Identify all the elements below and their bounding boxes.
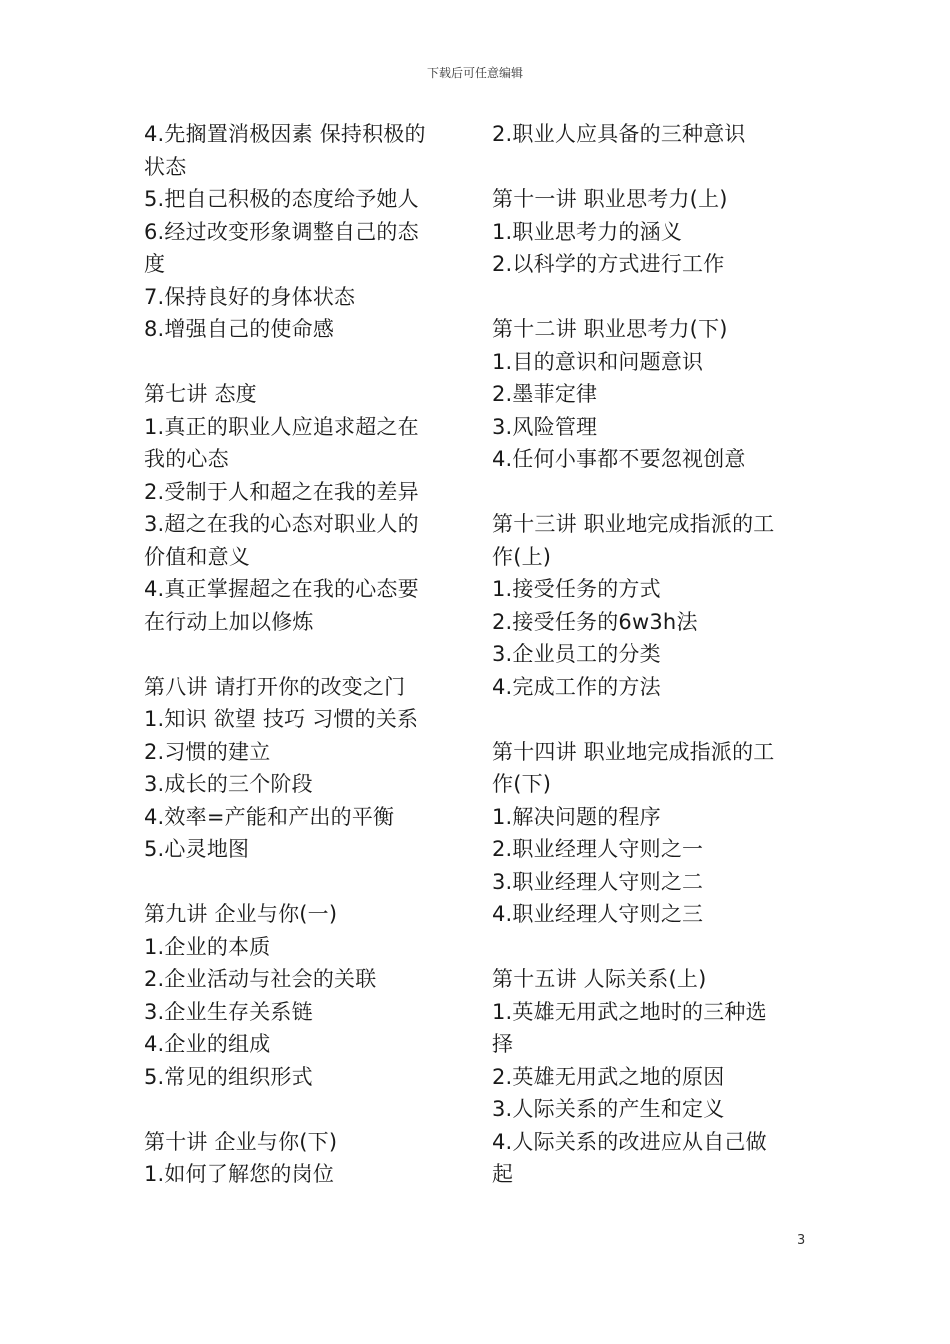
- text-line: 1.如何了解您的岗位: [144, 1162, 335, 1186]
- text-line: 3.成长的三个阶段: [144, 772, 313, 796]
- text-line: 4.先搁置消极因素 保持积极的: [144, 122, 426, 146]
- text-line: 1.解决问题的程序: [492, 804, 661, 829]
- blank-line: [144, 346, 464, 379]
- text-line: 度: [144, 252, 166, 276]
- text-line: 2.习惯的建立: [144, 739, 271, 764]
- page-number: 3: [797, 1233, 806, 1248]
- text-line: 在行动上加以修炼: [144, 609, 314, 634]
- text-line: 2.职业人应具备的三种意识: [492, 122, 746, 146]
- text-line: 5.常见的组织形式: [144, 1064, 313, 1089]
- lecture-heading: 第八讲 请打开你的改变之门: [144, 674, 406, 699]
- text-line: 1.目的意识和问题意识: [492, 349, 704, 374]
- lecture-heading: 第七讲 态度: [144, 382, 257, 406]
- text-line: 起: [492, 1162, 514, 1186]
- text-line: 作(下): [492, 772, 552, 796]
- text-line: 1.企业的本质: [144, 934, 271, 959]
- text-line: 3.职业经理人守则之二: [492, 869, 704, 894]
- text-line: 4.任何小事都不要忽视创意: [492, 447, 746, 471]
- text-line: 2.墨菲定律: [492, 382, 598, 406]
- text-line: 4.完成工作的方法: [492, 674, 661, 699]
- text-line: 6.经过改变形象调整自己的态: [144, 219, 419, 244]
- blank-line: [492, 151, 812, 184]
- lecture-heading: 第十一讲 职业思考力(上): [492, 187, 728, 211]
- text-line: 3.风险管理: [492, 414, 598, 439]
- lecture-heading: 第十二讲 职业思考力(下): [492, 317, 728, 341]
- text-line: 我的心态: [144, 447, 229, 471]
- lecture-heading: 第十五讲 人际关系(上): [492, 967, 707, 991]
- text-line: 2.英雄无用武之地的原因: [492, 1064, 725, 1089]
- text-line: 4.人际关系的改进应从自己做: [492, 1129, 767, 1154]
- text-line: 择: [492, 1032, 514, 1056]
- text-line: 2.职业经理人守则之一: [492, 837, 704, 861]
- blank-line: [144, 638, 464, 671]
- text-line: 1.接受任务的方式: [492, 577, 661, 601]
- blank-line: [492, 703, 812, 736]
- text-line: 4.效率=产能和产出的平衡: [144, 804, 395, 829]
- right-column: [492, 118, 812, 1191]
- lecture-heading: 第十讲 企业与你(下): [144, 1129, 338, 1154]
- text-line: 2.企业活动与社会的关联: [144, 967, 377, 991]
- text-line: 3.企业员工的分类: [492, 642, 661, 666]
- text-line: 4.真正掌握超之在我的心态要: [144, 577, 419, 601]
- text-line: 2.接受任务的6w3h法: [492, 609, 698, 634]
- text-line: 1.职业思考力的涵义: [492, 219, 683, 244]
- text-line: 状态: [144, 154, 187, 179]
- text-line: 5.把自己积极的态度给予她人: [144, 187, 419, 211]
- text-line: 1.英雄无用武之地时的三种选: [492, 999, 767, 1024]
- lecture-heading: 第九讲 企业与你(一): [144, 902, 338, 926]
- blank-line: [144, 1093, 464, 1126]
- blank-line: [492, 931, 812, 964]
- text-line: 4.企业的组成: [144, 1032, 271, 1056]
- text-line: 2.以科学的方式进行工作: [492, 252, 725, 276]
- text-line: 价值和意义: [144, 544, 250, 569]
- text-line: 1.知识 欲望 技巧 习惯的关系: [144, 707, 419, 731]
- text-line: 作(上): [492, 544, 552, 569]
- text-line: 2.受制于人和超之在我的差异: [144, 479, 419, 504]
- left-column: [144, 118, 464, 1191]
- text-line: 5.心灵地图: [144, 837, 250, 861]
- blank-line: [492, 476, 812, 509]
- text-line: 3.人际关系的产生和定义: [492, 1097, 725, 1121]
- blank-line: [492, 281, 812, 314]
- page-header: 下载后可任意编辑: [426, 66, 523, 80]
- text-line: 3.企业生存关系链: [144, 999, 313, 1024]
- text-line: 8.增强自己的使命感: [144, 317, 335, 341]
- text-line: 1.真正的职业人应追求超之在: [144, 414, 419, 439]
- lecture-heading: 第十三讲 职业地完成指派的工: [492, 512, 775, 536]
- text-line: 4.职业经理人守则之三: [492, 902, 704, 926]
- lecture-heading: 第十四讲 职业地完成指派的工: [492, 739, 775, 764]
- text-line: 3.超之在我的心态对职业人的: [144, 512, 419, 536]
- text-line: 7.保持良好的身体状态: [144, 284, 356, 309]
- blank-line: [144, 866, 464, 899]
